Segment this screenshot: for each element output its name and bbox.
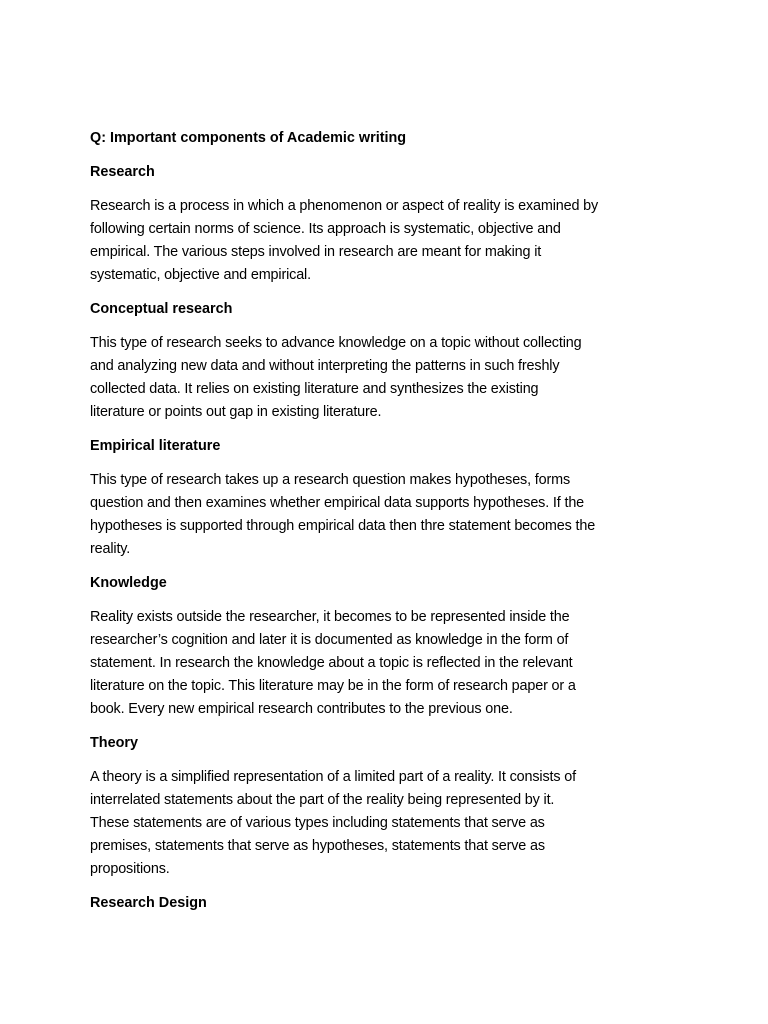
paragraph-line: literature on the topic. This literature may be in the form of research paper or a xyxy=(90,678,576,694)
paragraph-line: book. Every new empirical research contributes to the previous one. xyxy=(90,701,513,717)
paragraph-line: premises, statements that serve as hypotheses, statements that serve as xyxy=(90,838,545,854)
paragraph-line: collected data. It relies on existing literature and synthesizes the existing xyxy=(90,381,539,397)
section-paragraph-knowledge xyxy=(90,606,690,721)
document-title: Q: Important components of Academic writing xyxy=(90,130,407,146)
paragraph-line: propositions. xyxy=(90,861,170,877)
paragraph-line: researcher’s cognition and later it is documented as knowledge in the form of xyxy=(90,632,569,648)
section-heading-knowledge: Knowledge xyxy=(90,575,167,591)
section-heading-research: Research xyxy=(90,164,155,180)
section-heading-empirical-literature: Empirical literature xyxy=(90,438,221,454)
section-paragraph-theory xyxy=(90,766,690,881)
paragraph-line: question and then examines whether empirical data supports hypotheses. If the xyxy=(90,495,585,511)
paragraph-line: A theory is a simplified representation of a limited part of a reality. It consists of xyxy=(90,769,576,785)
section-paragraph-empirical-literature xyxy=(90,469,690,561)
paragraph-line: These statements are of various types including statements that serve as xyxy=(90,815,545,831)
paragraph-line: interrelated statements about the part of the reality being represented by it. xyxy=(90,792,555,808)
paragraph-line: systematic, objective and empirical. xyxy=(90,267,311,283)
paragraph-line: empirical. The various steps involved in research are meant for making it xyxy=(90,244,542,260)
section-paragraph-conceptual-research xyxy=(90,332,690,424)
paragraph-line: hypotheses is supported through empirical data then thre statement becomes the xyxy=(90,518,596,534)
paragraph-line: reality. xyxy=(90,541,131,557)
paragraph-line: Research is a process in which a phenomenon or aspect of reality is examined by xyxy=(90,198,599,214)
section-heading-conceptual-research: Conceptual research xyxy=(90,301,233,317)
paragraph-line: Reality exists outside the researcher, it becomes to be represented inside the xyxy=(90,609,570,625)
section-paragraph-research xyxy=(90,195,690,287)
section-heading-research-design: Research Design xyxy=(90,895,207,911)
paragraph-line: statement. In research the knowledge about a topic is reflected in the relevant xyxy=(90,655,573,671)
paragraph-line: and analyzing new data and without interpreting the patterns in such freshly xyxy=(90,358,560,374)
document-page xyxy=(90,127,690,926)
paragraph-line: following certain norms of science. Its approach is systematic, objective and xyxy=(90,221,561,237)
paragraph-line: literature or points out gap in existing literature. xyxy=(90,404,382,420)
paragraph-line: This type of research seeks to advance knowledge on a topic without collecting xyxy=(90,335,582,351)
section-heading-theory: Theory xyxy=(90,735,138,751)
paragraph-line: This type of research takes up a research question makes hypotheses, forms xyxy=(90,472,571,488)
